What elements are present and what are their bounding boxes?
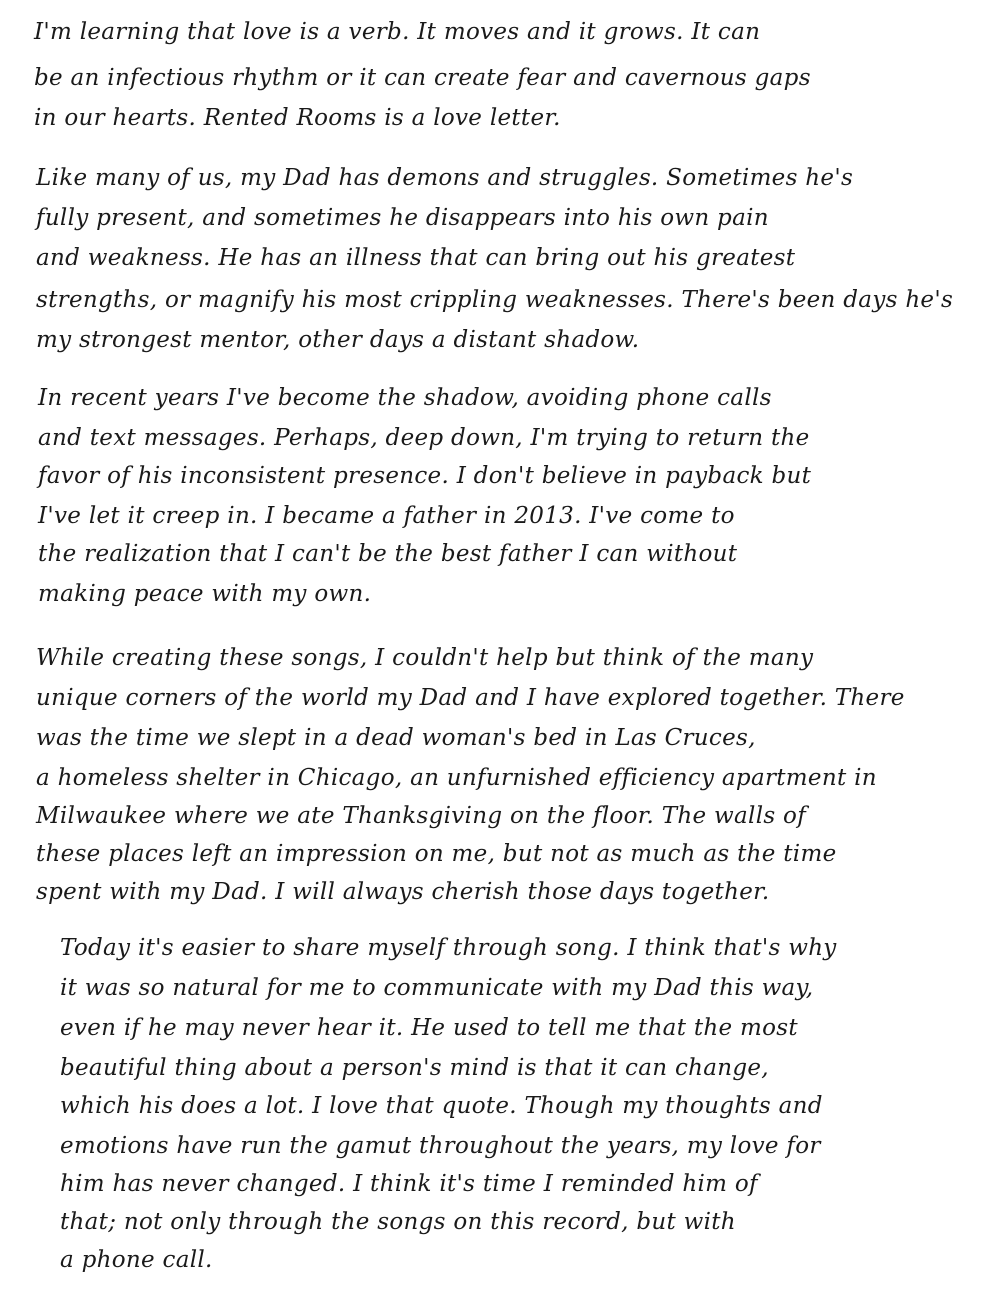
- text-line: a phone call.: [60, 1247, 213, 1273]
- text-line: be an infectious rhythm or it can create fear and cavernous gaps: [34, 65, 811, 91]
- text-line: in our hearts. Rented Rooms is a love letter.: [34, 105, 561, 131]
- text-line: I'm learning that love is a verb. It moves and it grows. It can: [34, 19, 761, 45]
- text-line: it was so natural for me to communicate with my Dad this way,: [60, 975, 814, 1001]
- text-line: a homeless shelter in Chicago, an unfurnished efficiency apartment in: [36, 765, 877, 791]
- text-line: spent with my Dad. I will always cherish those days together.: [36, 879, 770, 905]
- text-line: I've let it creep in. I became a father in 2013. I've come to: [38, 503, 735, 529]
- text-line: and weakness. He has an illness that can bring out his greatest: [36, 245, 796, 271]
- text-line: Milwaukee where we ate Thanksgiving on the floor. The walls of: [36, 803, 807, 829]
- text-line: While creating these songs, I couldn't help but think of the many: [36, 645, 814, 671]
- text-line: which his does a lot. I love that quote. Though my thoughts and: [60, 1093, 823, 1119]
- text-line: beautiful thing about a person's mind is that it can change,: [60, 1055, 769, 1081]
- text-line: even if he may never hear it. He used to tell me that the most: [60, 1015, 798, 1041]
- text-line: these places left an impression on me, but not as much as the time: [36, 841, 837, 867]
- text-line: Today it's easier to share myself through song. I think that's why: [60, 935, 837, 961]
- text-line: In recent years I've become the shadow, avoiding phone calls: [38, 385, 772, 411]
- text-line: Like many of us, my Dad has demons and struggles. Sometimes he's: [36, 165, 854, 191]
- text-line: favor of his inconsistent presence. I don't believe in payback but: [38, 463, 812, 489]
- text-line: the realization that I can't be the best father I can without: [38, 541, 738, 567]
- text-line: fully present, and sometimes he disappears into his own pain: [36, 205, 769, 231]
- text-line: making peace with my own.: [38, 581, 372, 607]
- text-line: was the time we slept in a dead woman's bed in Las Cruces,: [36, 725, 756, 751]
- text-line: my strongest mentor, other days a distant shadow.: [36, 327, 640, 353]
- text-line: and text messages. Perhaps, deep down, I'm trying to return the: [38, 425, 810, 451]
- text-line: that; not only through the songs on this record, but with: [60, 1209, 736, 1235]
- text-line: him has never changed. I think it's time I reminded him of: [60, 1171, 758, 1197]
- text-line: emotions have run the gamut throughout the years, my love for: [60, 1133, 821, 1159]
- text-line: strengths, or magnify his most crippling weaknesses. There's been days he's: [36, 287, 954, 313]
- text-line: unique corners of the world my Dad and I have explored together. There: [36, 685, 905, 711]
